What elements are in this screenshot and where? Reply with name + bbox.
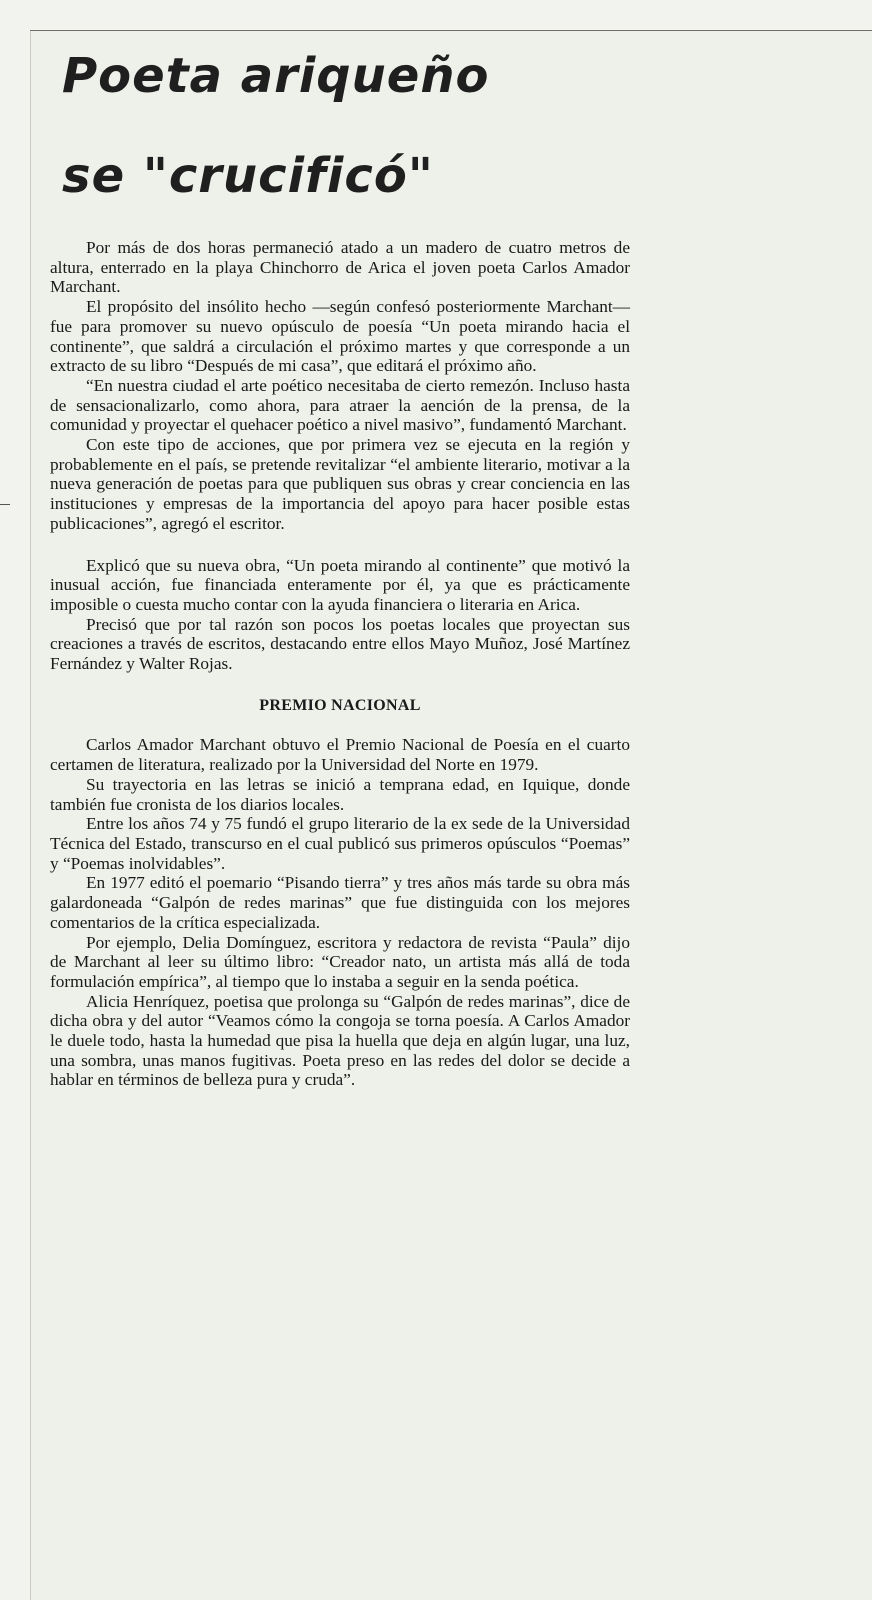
paragraph: Por más de dos horas permaneció atado a un madero de cuatro metros de altura, enterrado en la playa Chinchorro de Arica el joven poeta Carlos Amador Marchant. xyxy=(50,238,630,297)
paragraph: Explicó que su nueva obra, “Un poeta mirando al continente” que motivó la inusual acción, fue financiada enteramente por él, ya que es prácticamente imposible o cuesta mucho contar con la ayuda financiera o literaria en Arica. xyxy=(50,555,630,614)
article-body xyxy=(50,238,630,1090)
paragraph: El propósito del insólito hecho —según confesó posteriormente Marchant— fue para promover su nuevo opúsculo de poesía “Un poeta mirando hacia el continente”, que saldrá a circulación el próximo martes y que corresponde a un extracto de su libro “Después de mi casa”, que editará el próximo año. xyxy=(50,297,630,376)
paragraph: Por ejemplo, Delia Domínguez, escritora y redactora de revista “Paula” dijo de Marchant al leer su último libro: “Creador nato, un artista más allá de toda formulación empírica”, al tiempo que lo instaba a seguir en la senda poética. xyxy=(50,932,630,991)
paragraph: Con este tipo de acciones, que por primera vez se ejecuta en la región y probablemente en el país, se pretende revitalizar “el ambiente literario, motivar a la nueva generación de poetas para que publiquen sus obras y crear conciencia en las instituciones y empresas de la importancia del apoyo para hacer posible estas publicaciones”, agregó el escritor. xyxy=(50,435,630,533)
paragraph: Precisó que por tal razón son pocos los poetas locales que proyectan sus creaciones a través de escritos, destacando entre ellos Mayo Muñoz, José Martínez Fernández y Walter Rojas. xyxy=(50,614,630,674)
headline-line-1: Poeta ariqueño xyxy=(62,48,490,104)
scan-mark xyxy=(0,504,10,505)
paragraph: Carlos Amador Marchant obtuvo el Premio Nacional de Poesía en el cuarto certamen de literatura, realizado por la Universidad del Norte en 1979. xyxy=(50,735,630,775)
paragraph: En 1977 editó el poemario “Pisando tierra” y tres años más tarde su obra más galardoneada “Galpón de redes marinas” que fue distinguida con los mejores comentarios de la crítica especializada. xyxy=(50,873,630,932)
paragraph: Su trayectoria en las letras se inició a temprana edad, en Iquique, donde también fue cronista de los diarios locales. xyxy=(50,774,630,814)
paragraph: Alicia Henríquez, poetisa que prolonga su “Galpón de redes marinas”, dice de dicha obra y del autor “Veamos cómo la congoja se torna poesía. A Carlos Amador le duele todo, hasta la humedad que pisa la huella que deja en algún lugar, una luz, una sombra, unas manos fugitivas. Poeta preso en las redes del dolor se decide a hablar en términos de belleza pura y cruda”. xyxy=(50,991,630,1090)
paragraph: Entre los años 74 y 75 fundó el grupo literario de la ex sede de la Universidad Técnica del Estado, transcurso en el cual publicó sus primeros opúsculos “Poemas” y “Poemas inolvidables”. xyxy=(50,814,630,873)
paragraph: “En nuestra ciudad el arte poético necesitaba de cierto remezón. Incluso hasta de sensacionalizarlo, como ahora, para atraer la aención de la prensa, de la comunidad y proyectar el quehacer poético a nivel masivo”, fundamentó Marchant. xyxy=(50,375,630,435)
headline-line-2: se "crucificó" xyxy=(62,148,434,204)
scan-edge-top xyxy=(30,30,872,31)
section-subheading: PREMIO NACIONAL xyxy=(259,696,421,714)
